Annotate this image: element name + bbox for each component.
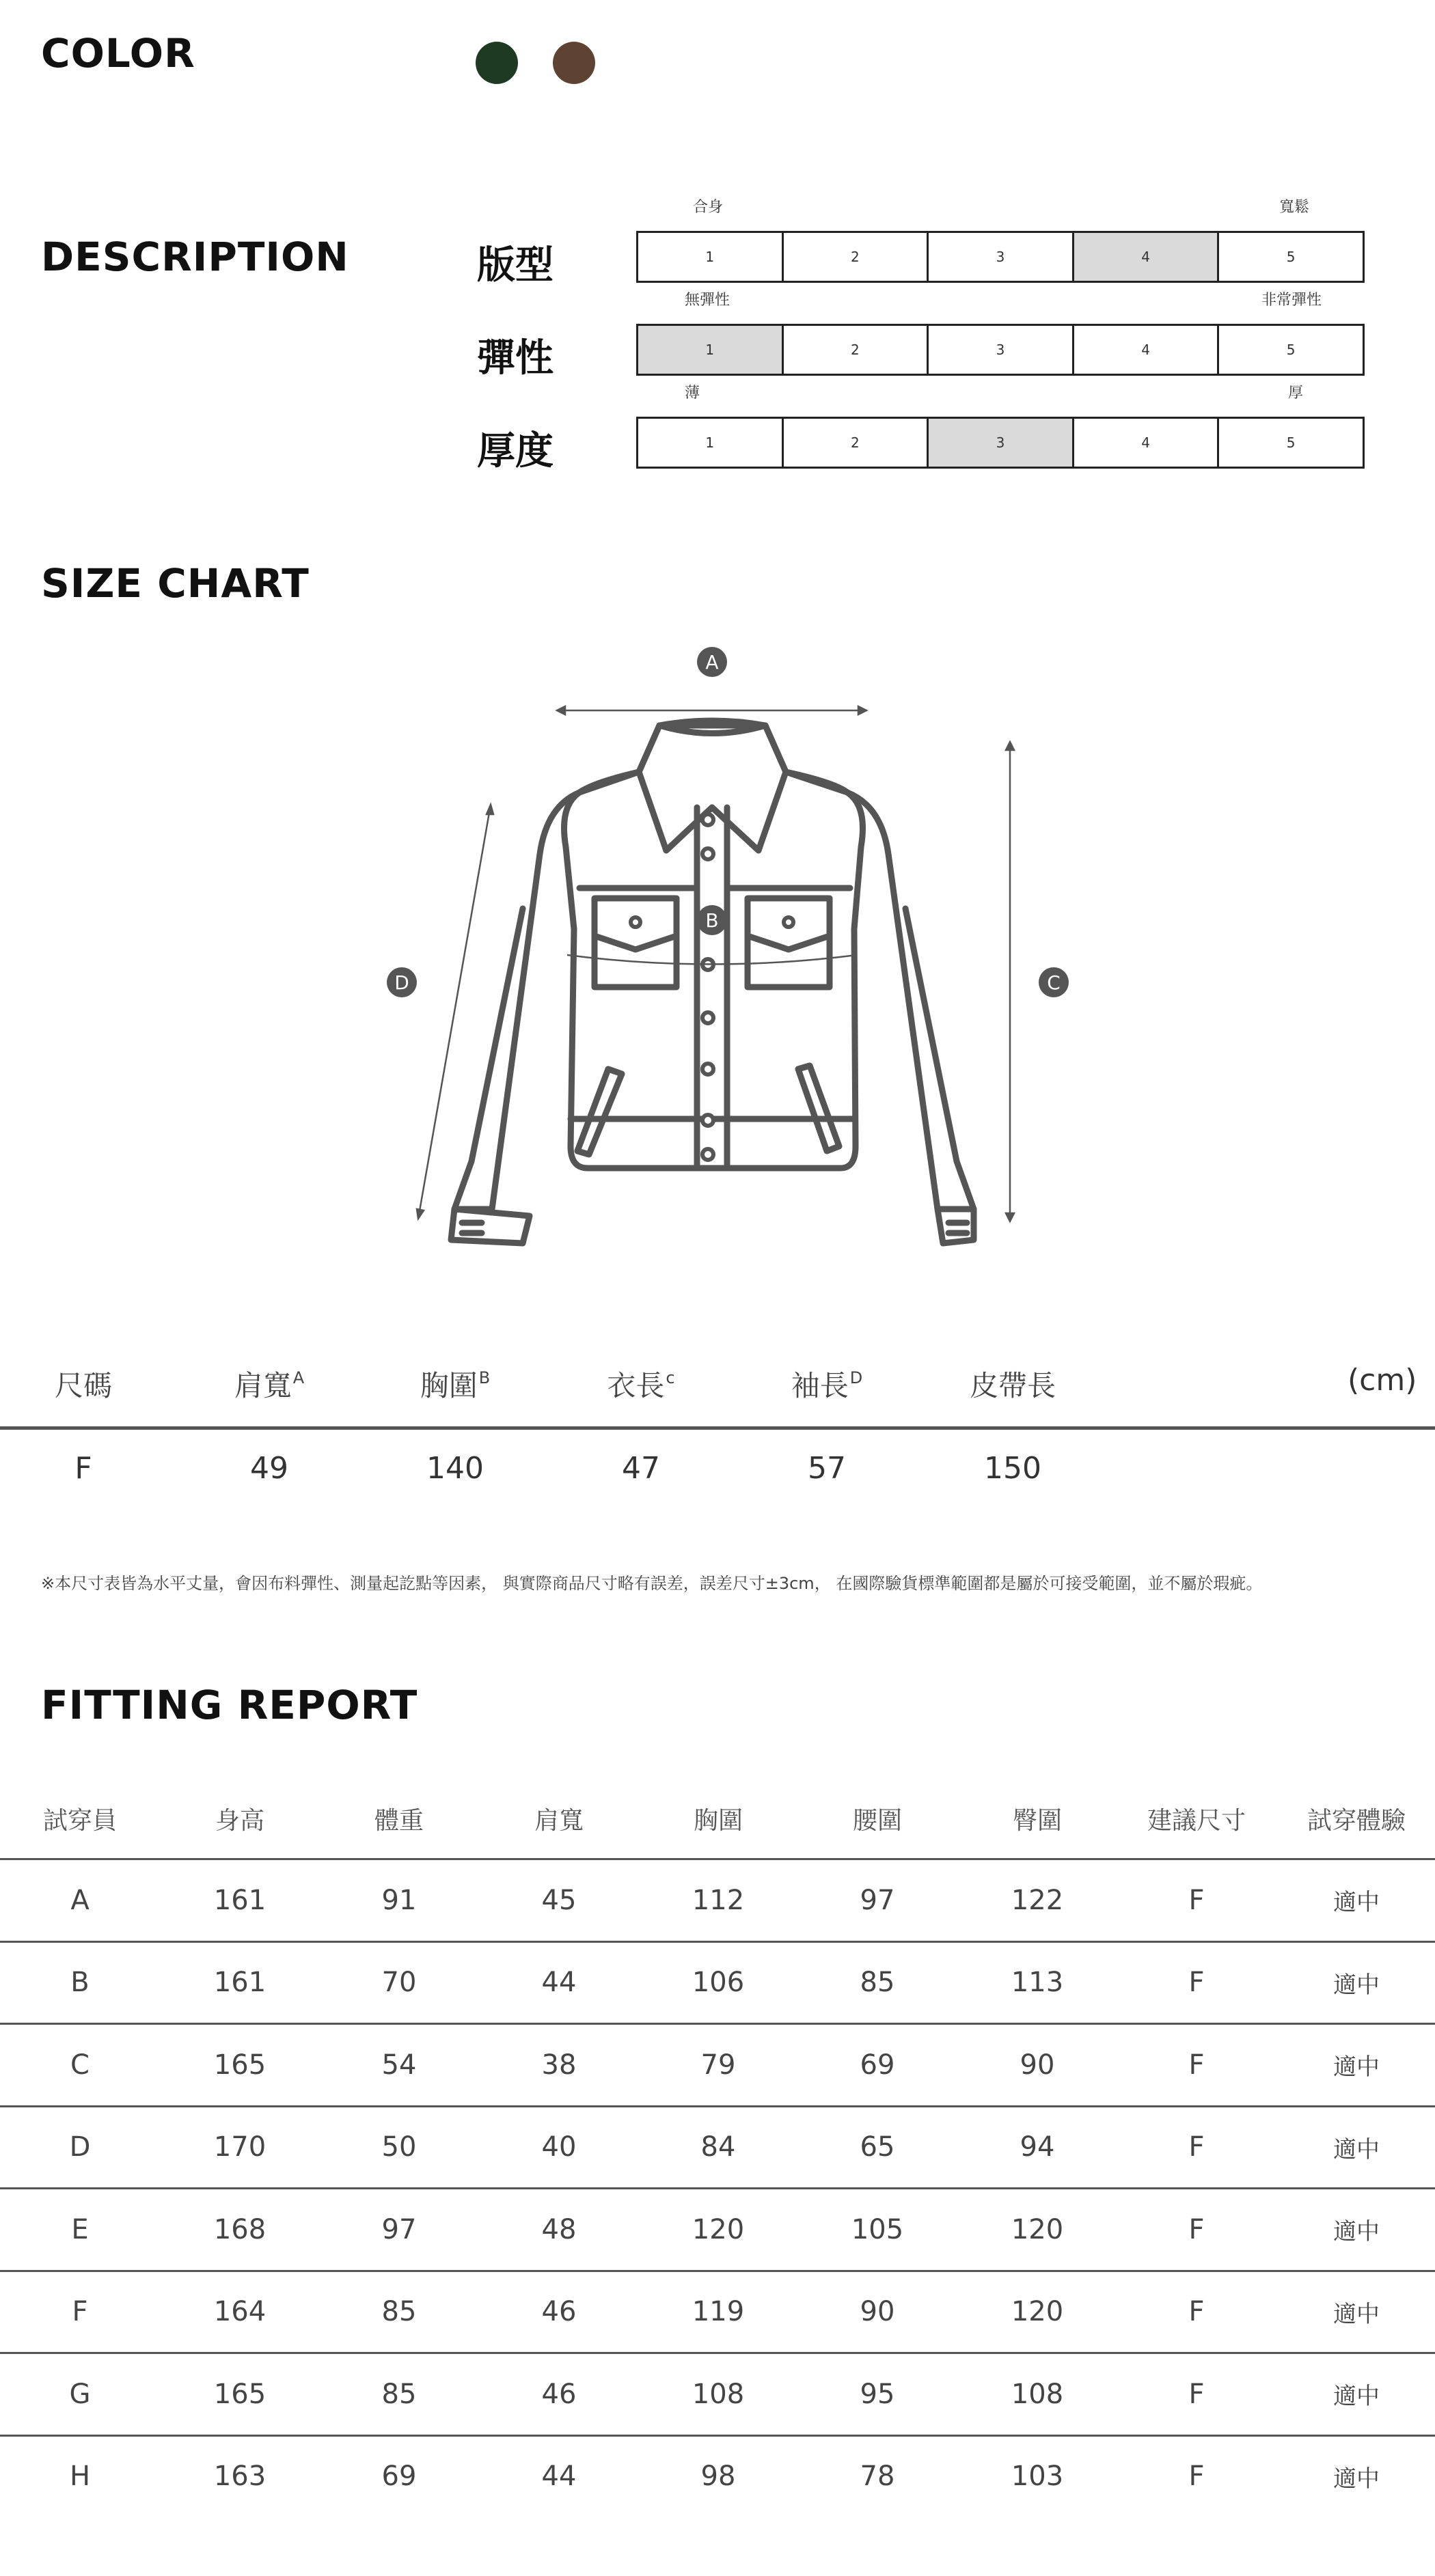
marker-c [1039, 967, 1069, 997]
table-cell: 85 [381, 2296, 417, 2327]
color-swatch-dark-green[interactable] [476, 42, 518, 84]
scale-cell: 2 [784, 233, 929, 281]
table-row [0, 1941, 1435, 2023]
size-header-cell [970, 1363, 1056, 1404]
table-cell: 79 [700, 2049, 736, 2081]
table-cell: 106 [692, 1967, 745, 1998]
jacket-diagram [0, 628, 1435, 1271]
table-cell: 163 [213, 2461, 266, 2492]
scale-cell: 1 [638, 419, 784, 467]
scale-cell: 1 [638, 233, 784, 281]
fitting-header-cell: 臀圍 [1012, 1807, 1063, 1835]
table-cell: 69 [381, 2461, 417, 2492]
table-cell: 78 [860, 2461, 895, 2492]
size-value-cell: F [74, 1451, 92, 1486]
scale-cell: 5 [1219, 326, 1365, 374]
size-header-cell [791, 1363, 863, 1404]
marker-d [387, 967, 417, 997]
table-cell: F [1188, 2461, 1205, 2492]
table-cell: 108 [1011, 2378, 1064, 2410]
scale-cell: 5 [1219, 233, 1365, 281]
table-cell: 108 [692, 2378, 745, 2410]
table-cell: 44 [541, 1967, 577, 1998]
table-cell: 119 [692, 2296, 745, 2327]
table-cell: 46 [541, 2378, 577, 2410]
table-cell: 48 [541, 2213, 577, 2245]
fitting-header-cell: 腰圍 [852, 1807, 903, 1835]
table-row [0, 2023, 1435, 2105]
table-row [0, 2352, 1435, 2434]
svg-text:D: D [394, 971, 409, 994]
scale-right-label: 厚 [1288, 385, 1304, 402]
table-cell: F [72, 2296, 88, 2327]
table-cell: 105 [851, 2213, 904, 2245]
size-value-cell: 140 [426, 1451, 484, 1486]
table-cell: 46 [541, 2296, 577, 2327]
fitting-header-cell: 胸圍 [693, 1807, 743, 1835]
scale-left-label: 合身 [693, 199, 724, 216]
size-value-cell: 47 [622, 1451, 660, 1486]
table-cell: 44 [541, 2461, 577, 2492]
table-cell: C [70, 2049, 90, 2081]
description-heading: DESCRIPTION [41, 234, 349, 280]
description-label: 彈性 [477, 336, 554, 380]
table-cell: 165 [213, 2378, 266, 2410]
table-cell: 161 [213, 1884, 266, 1916]
table-cell: 適中 [1333, 2135, 1380, 2163]
fitting-header-cell: 體重 [374, 1807, 424, 1835]
color-swatch-brown[interactable] [553, 42, 595, 84]
table-cell: 38 [541, 2049, 577, 2081]
table-cell: 98 [700, 2461, 736, 2492]
table-cell: 90 [860, 2296, 895, 2327]
svg-text:A: A [705, 651, 719, 674]
scale-left-label: 薄 [685, 385, 700, 402]
scale-cell: 3 [929, 233, 1074, 281]
size-value-cell: 150 [984, 1451, 1041, 1486]
size-header-cell [607, 1363, 674, 1404]
table-cell: 40 [541, 2131, 577, 2163]
table-cell: 113 [1011, 1967, 1064, 1998]
table-row [0, 1858, 1435, 1940]
size-note: ※本尺寸表皆為水平丈量，會因布料彈性、測量起訖點等因素， 與實際商品尺寸略有誤差，誤差尺寸±3cm， 在國際驗貨標準範圍都是屬於可接受範圍，並不屬於瑕疵。 [41, 1574, 1263, 1593]
size-header-label: 袖長 [791, 1369, 849, 1402]
table-cell: 適中 [1333, 2383, 1380, 2410]
jacket-outline [451, 721, 974, 1243]
table-cell: 85 [381, 2378, 417, 2410]
scale-left-label: 無彈性 [685, 292, 730, 309]
scale-right-label: 寬鬆 [1279, 199, 1310, 216]
table-cell: 適中 [1333, 1971, 1380, 1999]
table-cell: F [1188, 1884, 1205, 1916]
marker-a [697, 647, 727, 677]
table-cell: F [1188, 2296, 1205, 2327]
description-label: 厚度 [477, 429, 554, 473]
table-cell: 103 [1011, 2461, 1064, 2492]
marker-b [697, 905, 727, 935]
table-cell: F [1188, 1967, 1205, 1998]
size-header-cell [420, 1363, 490, 1404]
table-cell: 161 [213, 1967, 266, 1998]
table-cell: 168 [213, 2213, 266, 2245]
table-cell: 適中 [1333, 2053, 1380, 2081]
table-cell: 69 [860, 2049, 895, 2081]
size-table-divider [0, 1426, 1435, 1430]
scale-cell: 1 [638, 326, 784, 374]
table-cell: F [1188, 2049, 1205, 2081]
table-cell: 112 [692, 1884, 745, 1916]
table-cell: 120 [1011, 2296, 1064, 2327]
size-header-marker: B [478, 1368, 491, 1387]
size-header-label: 胸圍 [420, 1369, 478, 1402]
size-header-label: 衣長 [607, 1369, 665, 1402]
table-cell: 122 [1011, 1884, 1064, 1916]
table-cell: 165 [213, 2049, 266, 2081]
fitting-header-cell: 建議尺寸 [1147, 1807, 1246, 1835]
fitting-header-cell: 試穿體驗 [1307, 1807, 1406, 1835]
size-header-marker: D [849, 1368, 863, 1387]
description-scale [636, 231, 1365, 283]
table-cell: D [69, 2131, 91, 2163]
svg-text:B: B [705, 909, 719, 932]
size-header-cell [234, 1363, 304, 1404]
fitting-header-cell: 肩寬 [534, 1807, 584, 1835]
fitting-report-heading: FITTING REPORT [41, 1682, 418, 1728]
description-scale [636, 324, 1365, 376]
table-cell: G [69, 2378, 91, 2410]
description-label: 版型 [477, 243, 554, 288]
size-value-cell: 49 [250, 1451, 288, 1486]
table-cell: 170 [213, 2131, 266, 2163]
table-cell: 65 [860, 2131, 895, 2163]
size-chart-heading: SIZE CHART [41, 560, 310, 607]
table-cell: F [1188, 2213, 1205, 2245]
table-cell: 70 [381, 1967, 417, 1998]
table-cell: A [70, 1884, 90, 1916]
size-header-marker: c [666, 1368, 675, 1387]
scale-cell: 2 [784, 326, 929, 374]
table-cell: 54 [381, 2049, 417, 2081]
table-cell: H [69, 2461, 91, 2492]
scale-cell: 3 [929, 419, 1074, 467]
scale-right-label: 非常彈性 [1261, 292, 1322, 309]
table-cell: 85 [860, 1967, 895, 1998]
svg-text:C: C [1047, 971, 1061, 994]
scale-cell: 4 [1074, 419, 1220, 467]
table-cell: 45 [541, 1884, 577, 1916]
table-cell: 適中 [1333, 2218, 1380, 2245]
table-row [0, 2105, 1435, 2187]
color-heading: COLOR [41, 30, 195, 77]
table-row [0, 2187, 1435, 2269]
table-cell: F [1188, 2131, 1205, 2163]
table-cell: 95 [860, 2378, 895, 2410]
table-cell: 適中 [1333, 2465, 1380, 2493]
scale-cell: 4 [1074, 326, 1220, 374]
table-row [0, 2270, 1435, 2352]
table-cell: 適中 [1333, 2300, 1380, 2328]
table-cell: 120 [1011, 2213, 1064, 2245]
table-cell: 50 [381, 2131, 417, 2163]
scale-cell: 2 [784, 419, 929, 467]
table-cell: 120 [692, 2213, 745, 2245]
scale-cell: 4 [1074, 233, 1220, 281]
scale-cell: 3 [929, 326, 1074, 374]
size-header-label: 皮帶長 [969, 1369, 1056, 1402]
table-cell: 91 [381, 1884, 417, 1916]
table-cell: 164 [213, 2296, 266, 2327]
table-cell: E [71, 2213, 89, 2245]
table-cell: B [70, 1967, 90, 1998]
fitting-header-cell: 試穿員 [42, 1807, 118, 1835]
table-cell: 84 [700, 2131, 736, 2163]
unit-label: (cm) [1348, 1363, 1417, 1398]
table-cell: 97 [381, 2213, 417, 2245]
size-header-label: 肩寬 [234, 1369, 292, 1402]
table-cell: 90 [1020, 2049, 1055, 2081]
size-header-cell [55, 1363, 112, 1404]
table-cell: 94 [1020, 2131, 1055, 2163]
size-header-label: 尺碼 [54, 1369, 113, 1402]
size-header-marker: A [292, 1368, 305, 1387]
size-value-cell: 57 [808, 1451, 846, 1486]
scale-cell: 5 [1219, 419, 1365, 467]
table-cell: 適中 [1333, 1889, 1380, 1916]
table-cell: F [1188, 2378, 1205, 2410]
table-cell: 97 [860, 1884, 895, 1916]
fitting-header-cell: 身高 [215, 1807, 265, 1835]
description-scale [636, 417, 1365, 469]
table-row [0, 2435, 1435, 2517]
